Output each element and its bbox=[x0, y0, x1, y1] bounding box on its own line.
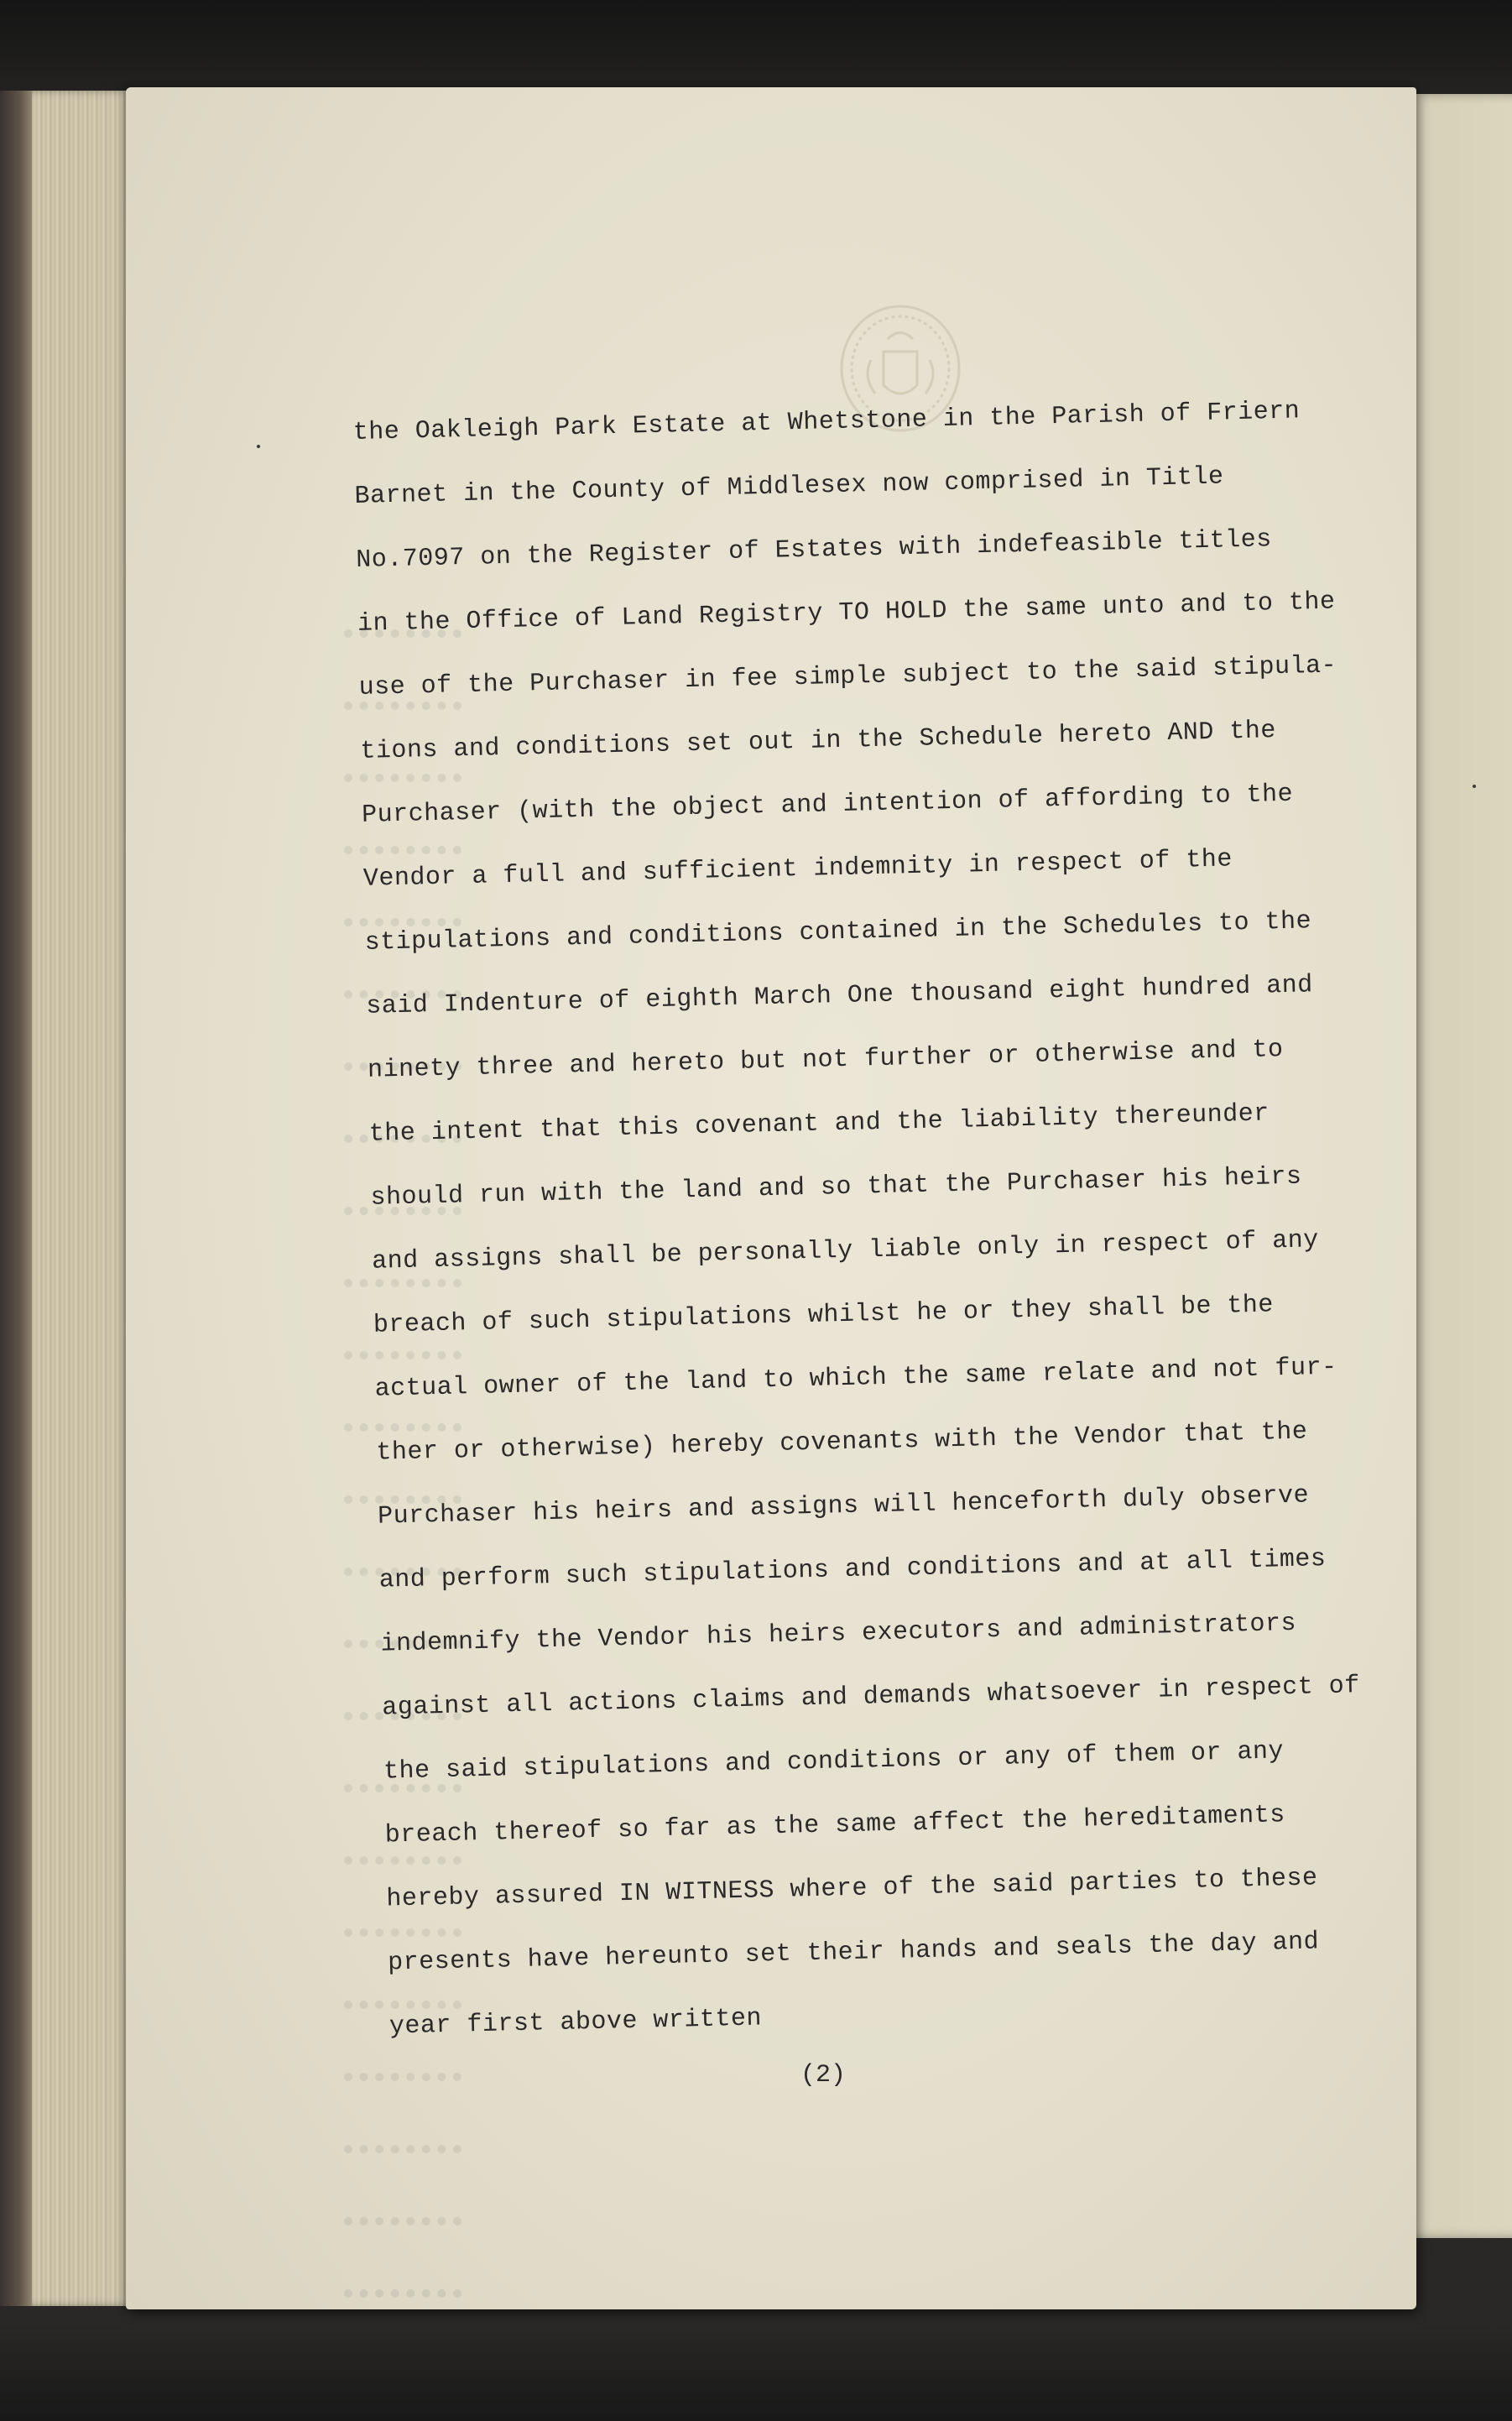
book-binding bbox=[0, 91, 32, 2306]
text-line: Purchaser (with the object and intention of affording to the bbox=[361, 780, 1294, 830]
text-line: ther or otherwise) hereby covenants with the Vendor that the bbox=[376, 1417, 1308, 1468]
text-line: hereby assured IN WITNESS where of the said parties to these bbox=[386, 1864, 1318, 1914]
text-line: use of the Purchaser in fee simple subject to the said stipula- bbox=[358, 651, 1337, 702]
text-line: the Oakleigh Park Estate at Whetstone in the Parish of Friern bbox=[352, 397, 1301, 447]
text-line: year first above written bbox=[388, 2004, 763, 2042]
text-line: tions and conditions set out in the Schedule hereto AND the bbox=[360, 717, 1277, 766]
text-line: Purchaser his heirs and assigns will henceforth duly observe bbox=[377, 1481, 1310, 1531]
page-number: (2) bbox=[800, 2061, 847, 2090]
text-line: presents have hereunto set their hands and seals the day and bbox=[387, 1928, 1320, 1978]
ink-mark bbox=[1473, 785, 1476, 788]
text-line: stipulations and conditions contained in the Schedules to the bbox=[364, 907, 1312, 957]
text-line: the said stipulations and conditions or any of them or any bbox=[383, 1737, 1285, 1787]
text-line: breach thereof so far as the same affect the hereditaments bbox=[384, 1801, 1286, 1850]
text-line: breach of such stipulations whilst he or they shall be the bbox=[373, 1291, 1275, 1340]
text-line: said Indenture of eighth March One thousand eight hundred and bbox=[365, 971, 1314, 1021]
text-line: Barnet in the County of Middlesex now comprised in Title bbox=[354, 462, 1224, 511]
text-line: indemnify the Vendor his heirs executors and administrators bbox=[380, 1609, 1297, 1659]
text-line: No.7097 on the Register of Estates with indefeasible titles bbox=[355, 525, 1273, 575]
text-line: against all actions claims and demands whatsoever in respect of bbox=[381, 1672, 1361, 1723]
text-line: and assigns shall be personally liable only in respect of any bbox=[371, 1226, 1320, 1276]
text-line: Vendor a full and sufficient indemnity in respect of the bbox=[362, 845, 1233, 894]
ink-mark bbox=[257, 445, 260, 448]
typed-body-text bbox=[352, 378, 1439, 2059]
text-line: ninety three and hereto but not further or otherwise and to bbox=[367, 1036, 1284, 1085]
text-line: and perform such stipulations and conditions and at all times bbox=[378, 1545, 1327, 1595]
text-line: should run with the land and so that the Purchaser his heirs bbox=[370, 1162, 1302, 1213]
text-line: the intent that this covenant and the liability thereunder bbox=[368, 1099, 1270, 1149]
text-line: in the Office of Land Registry TO HOLD the same unto and to the bbox=[357, 587, 1336, 639]
text-line: actual owner of the land to which the same relate and not fur- bbox=[374, 1353, 1338, 1404]
